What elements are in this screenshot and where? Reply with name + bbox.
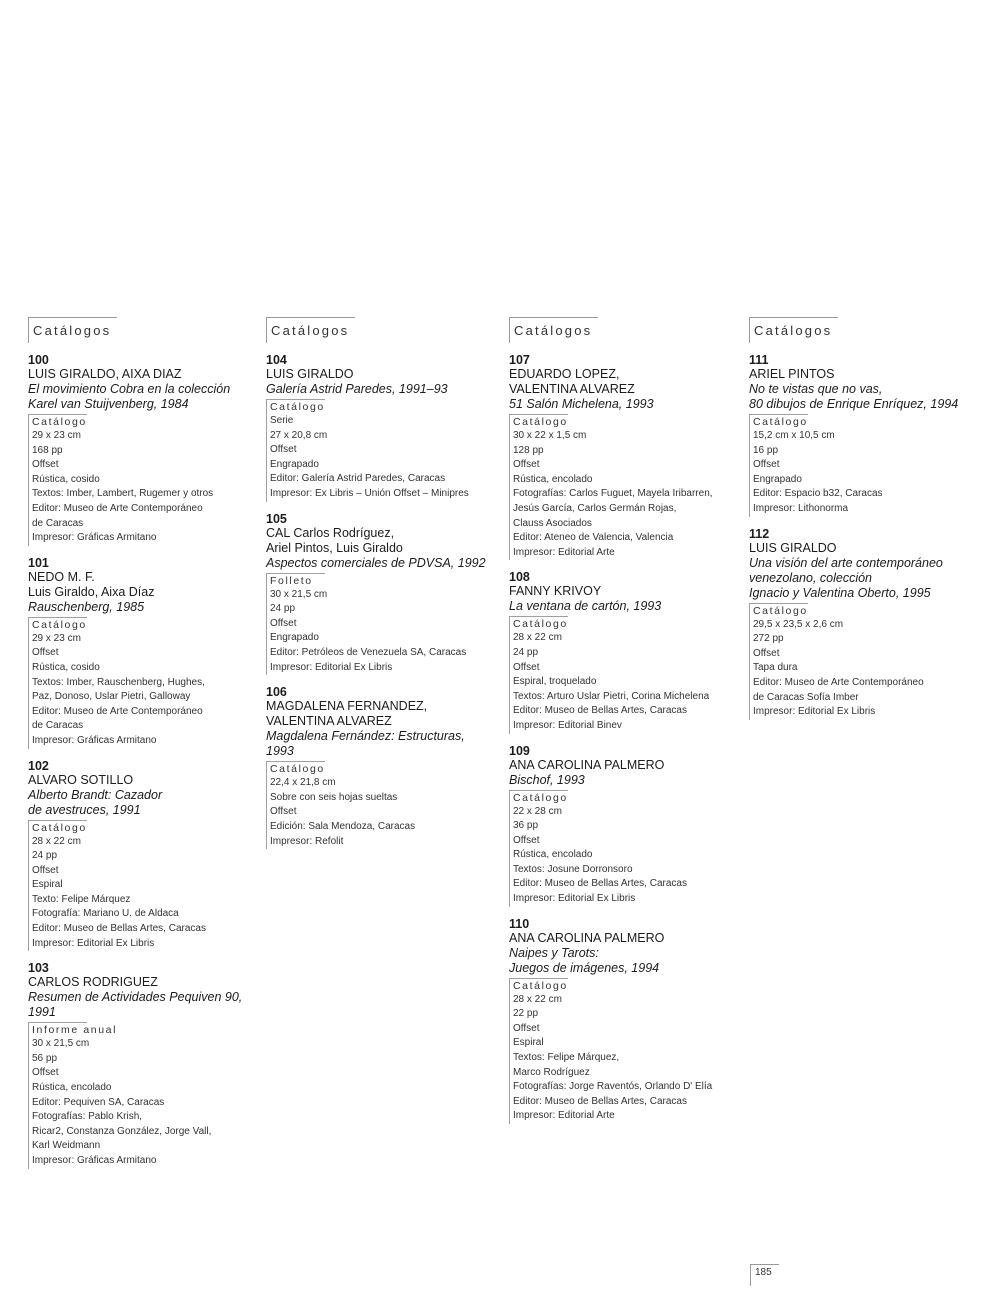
entry-details — [749, 603, 977, 720]
detail-line: Impresor: Gráficas Armitano — [32, 532, 157, 544]
entry-author: EDUARDO LOPEZ, — [509, 367, 620, 381]
detail-line: Fotografías: Jorge Raventós, Orlando D' Elía — [513, 1081, 713, 1093]
entry-details — [28, 820, 256, 952]
detail-line: Offset — [270, 617, 297, 629]
detail-line: Impresor: Editorial Ex Libris — [753, 706, 876, 718]
detail-line: 168 pp — [32, 444, 63, 456]
entry-title: 1991 — [28, 1005, 56, 1020]
detail-line: Karl Weidmann — [32, 1140, 101, 1152]
entry-title: de avestruces, 1991 — [28, 802, 141, 817]
detail-line: Rústica, encolado — [513, 849, 593, 861]
detail-line: de Caracas Sofía Imber — [753, 691, 859, 703]
detail-line: Editor: Museo de Bellas Artes, Caracas — [513, 705, 687, 717]
detail-line: Impresor: Editorial Arte — [513, 546, 615, 558]
entry-number: 102 — [28, 758, 49, 773]
detail-line: 28 x 22 cm — [513, 632, 562, 644]
detail-line: Fotografías: Carlos Fuguet, Mayela Iribarren, — [513, 488, 713, 500]
entry-author: Ariel Pintos, Luis Giraldo — [266, 540, 403, 555]
detail-line: Edición: Sala Mendoza, Caracas — [270, 820, 416, 832]
entry-title: Naipes y Tarots: — [509, 945, 599, 960]
entry-number: 101 — [28, 555, 49, 570]
detail-line: Impresor: Editorial Ex Libris — [32, 937, 155, 949]
detail-line: de Caracas — [32, 517, 84, 529]
detail-line: Offset — [32, 1067, 59, 1079]
detail-line: Rústica, cosido — [32, 661, 100, 673]
entry-author: FANNY KRIVOY — [509, 584, 602, 599]
entry-details — [266, 399, 494, 502]
detail-line: Editor: Museo de Bellas Artes, Caracas — [513, 1095, 687, 1107]
detail-line: Jesús García, Carlos Germán Rojas, — [513, 502, 677, 514]
detail-line: 28 x 22 cm — [513, 993, 562, 1005]
entry-type: Catálogo — [513, 979, 568, 992]
detail-line: Engrapado — [270, 632, 319, 644]
catalog-column — [509, 317, 737, 1124]
entry-title: Magdalena Fernández: Estructuras, — [266, 729, 465, 744]
entry-number: 106 — [266, 685, 287, 700]
detail-line: Impresor: Ex Libris – Unión Offset – Minipres — [270, 487, 469, 499]
detail-line: Offset — [32, 459, 59, 471]
detail-line: Impresor: Gráficas Armitano — [32, 734, 157, 746]
entry-details — [28, 1022, 256, 1168]
entry-type: Catálogo — [270, 401, 325, 413]
detail-line: Textos: Josune Dorronsoro — [513, 863, 633, 875]
catalog-entry — [28, 961, 256, 1168]
detail-line: Paz, Donoso, Uslar Pietri, Galloway — [32, 691, 191, 703]
detail-line: Offset — [753, 647, 780, 659]
detail-line: Textos: Arturo Uslar Pietri, Corina Michelena — [513, 690, 710, 702]
entry-author: ANA CAROLINA PALMERO — [509, 757, 665, 772]
detail-line: Editor: Museo de Arte Contemporáneo — [32, 705, 203, 717]
entry-number: 110 — [509, 916, 530, 931]
detail-line: Textos: Imber, Lambert, Rugemer y otros — [32, 488, 214, 500]
entry-details — [28, 617, 256, 749]
detail-line: Editor: Museo de Bellas Artes, Caracas — [513, 878, 687, 890]
detail-line: Impresor: Gráficas Armitano — [32, 1155, 157, 1166]
catalog-entry — [28, 353, 256, 546]
section-title: Catálogos — [28, 317, 256, 343]
entry-number: 112 — [749, 526, 770, 541]
detail-line: 24 pp — [513, 646, 539, 658]
detail-line: Marco Rodríguez — [513, 1066, 590, 1078]
detail-line: Editor: Museo de Arte Contemporáneo — [32, 502, 203, 514]
detail-line: 28 x 22 cm — [32, 835, 81, 847]
detail-line: 30 x 22 x 1,5 cm — [513, 430, 587, 441]
entry-title: La ventana de cartón, 1993 — [509, 599, 662, 614]
detail-line: Editor: Museo de Bellas Artes, Caracas — [32, 923, 206, 935]
detail-line: Ricar2, Constanza González, Jorge Vall, — [32, 1125, 212, 1137]
detail-line: Tapa dura — [753, 662, 798, 674]
detail-line: Espiral, troquelado — [513, 676, 597, 688]
entry-title: Juegos de imágenes, 1994 — [509, 960, 660, 975]
catalog-entry — [749, 353, 977, 517]
entry-details — [509, 790, 737, 907]
entry-title: Bischof, 1993 — [509, 772, 585, 787]
entry-title: Aspectos comerciales de PDVSA, 1992 — [266, 555, 486, 570]
detail-line: Impresor: Lithonorma — [753, 502, 849, 514]
detail-line: Fotografía: Mariano U. de Aldaca — [32, 908, 179, 920]
catalog-column — [28, 317, 256, 1169]
catalog-entry — [266, 512, 494, 676]
entry-author: LUIS GIRALDO — [749, 540, 837, 555]
detail-line: Offset — [32, 647, 59, 659]
detail-line: Impresor: Editorial Ex Libris — [513, 893, 636, 905]
detail-line: 16 pp — [753, 444, 779, 456]
entry-author: MAGDALENA FERNANDEZ, — [266, 699, 428, 714]
detail-line: 272 pp — [753, 633, 784, 645]
entry-title: Una visión del arte contemporáneo — [749, 555, 943, 570]
entry-author: VALENTINA ALVAREZ — [509, 382, 635, 396]
detail-line: Sobre con seis hojas sueltas — [270, 791, 398, 803]
detail-line: Impresor: Editorial Arte — [513, 1110, 615, 1122]
detail-line: 29 x 23 cm — [32, 430, 81, 441]
detail-line: Rústica, encolado — [513, 473, 593, 485]
detail-line: Offset — [513, 661, 540, 673]
entry-author: CAL Carlos Rodríguez, — [266, 525, 395, 540]
detail-line: 36 pp — [513, 820, 539, 832]
detail-line: Offset — [513, 1022, 540, 1034]
entry-number: 105 — [266, 511, 287, 526]
detail-line: 22 x 28 cm — [513, 805, 562, 817]
entry-type: Catálogo — [270, 763, 325, 776]
detail-line: Serie — [270, 415, 294, 426]
entry-title: El movimiento Cobra en la colección — [28, 382, 231, 396]
entry-details — [509, 978, 737, 1124]
detail-line: Offset — [513, 834, 540, 846]
entry-details — [509, 616, 737, 733]
entry-type: Catálogo — [753, 604, 808, 617]
page-number: 185 — [750, 1264, 772, 1286]
catalog-column — [266, 317, 494, 849]
entry-details — [266, 761, 494, 849]
detail-line: 27 x 20,8 cm — [270, 429, 328, 441]
detail-line: Offset — [32, 864, 59, 876]
entry-number: 108 — [509, 570, 530, 585]
detail-line: Textos: Imber, Rauschenberg, Hughes, — [32, 676, 205, 688]
detail-line: Offset — [753, 459, 780, 471]
catalog-entry — [509, 744, 737, 907]
catalog-entry — [28, 759, 256, 952]
entry-title: 80 dibujos de Enrique Enríquez, 1994 — [749, 397, 959, 411]
entry-details — [28, 414, 256, 546]
entry-title: No te vistas que no vas, — [749, 382, 883, 396]
detail-line: Offset — [270, 806, 297, 818]
entry-details — [509, 414, 737, 560]
detail-line: Textos: Felipe Márquez, — [513, 1052, 620, 1064]
detail-line: Impresor: Editorial Ex Libris — [270, 661, 393, 673]
detail-line: Engrapado — [753, 473, 802, 485]
detail-line: Editor: Ateneo de Valencia, Valencia — [513, 532, 674, 544]
entry-author: ANA CAROLINA PALMERO — [509, 930, 665, 945]
entry-number: 107 — [509, 353, 530, 367]
entry-title: Alberto Brandt: Cazador — [28, 787, 163, 802]
detail-line: 56 pp — [32, 1052, 58, 1064]
entry-number: 100 — [28, 353, 49, 367]
entry-type: Catálogo — [513, 791, 568, 804]
entry-title: Ignacio y Valentina Oberto, 1995 — [749, 585, 931, 600]
entry-number: 103 — [28, 961, 49, 976]
entry-type: Catálogo — [32, 821, 87, 834]
detail-line: Espiral — [513, 1037, 544, 1049]
entry-author: CARLOS RODRIGUEZ — [28, 975, 158, 990]
catalog-entry — [509, 570, 737, 733]
catalog-column — [749, 317, 977, 720]
detail-line: Offset — [270, 444, 297, 456]
entry-title: Resumen de Actividades Pequiven 90, — [28, 990, 243, 1005]
detail-line: Offset — [513, 459, 540, 471]
section-title: Catálogos — [509, 317, 737, 343]
detail-line: 24 pp — [270, 603, 296, 615]
entry-details — [749, 414, 977, 517]
catalog-entry — [749, 527, 977, 720]
entry-type: Catálogo — [513, 618, 568, 631]
detail-line: Rústica, cosido — [32, 473, 100, 485]
entry-author: NEDO M. F. — [28, 569, 95, 584]
detail-line: 22,4 x 21,8 cm — [270, 777, 336, 789]
entry-title: Rauschenberg, 1985 — [28, 599, 145, 614]
detail-line: Editor: Galería Astrid Paredes, Caracas — [270, 473, 446, 485]
entry-title: Galería Astrid Paredes, 1991–93 — [266, 382, 448, 396]
entry-title: Karel van Stuijvenberg, 1984 — [28, 397, 189, 411]
catalog-entry — [266, 353, 494, 502]
entry-number: 109 — [509, 743, 530, 758]
entry-author: LUIS GIRALDO — [266, 367, 354, 381]
detail-line: Texto: Felipe Márquez — [32, 893, 131, 905]
entry-title: 1993 — [266, 744, 294, 759]
entry-type: Catálogo — [753, 416, 808, 428]
detail-line: Impresor: Refolit — [270, 835, 344, 847]
entry-type: Catálogo — [32, 618, 87, 631]
detail-line: Editor: Petróleos de Venezuela SA, Caracas — [270, 646, 467, 658]
catalog-entry — [266, 685, 494, 849]
detail-line: Impresor: Editorial Binev — [513, 719, 622, 731]
entry-number: 111 — [749, 353, 769, 367]
detail-line: 22 pp — [513, 1008, 539, 1020]
detail-line: 24 pp — [32, 850, 58, 862]
detail-line: Editor: Pequiven SA, Caracas — [32, 1096, 165, 1108]
entry-author: ALVARO SOTILLO — [28, 772, 134, 787]
detail-line: de Caracas — [32, 720, 84, 732]
entry-author: LUIS GIRALDO, AIXA DIAZ — [28, 367, 182, 381]
section-title: Catálogos — [266, 317, 494, 343]
section-title: Catálogos — [749, 317, 977, 343]
entry-title: venezolano, colección — [749, 570, 872, 585]
entry-details — [266, 573, 494, 676]
entry-type: Folleto — [270, 574, 313, 587]
catalog-entry — [28, 556, 256, 749]
detail-line: 15,2 cm x 10,5 cm — [753, 430, 835, 441]
detail-line: Rústica, encolado — [32, 1082, 112, 1094]
entry-type: Informe anual — [32, 1024, 118, 1037]
entry-author: Luis Giraldo, Aixa Díaz — [28, 584, 155, 599]
entry-number: 104 — [266, 353, 287, 367]
catalog-entry — [509, 917, 737, 1124]
entry-type: Catálogo — [513, 416, 568, 428]
detail-line: Clauss Asociados — [513, 517, 592, 529]
entry-author: VALENTINA ALVAREZ — [266, 714, 392, 729]
detail-line: Fotografías: Pablo Krish, — [32, 1111, 143, 1123]
entry-title: 51 Salón Michelena, 1993 — [509, 397, 654, 411]
detail-line: 128 pp — [513, 444, 544, 456]
detail-line: Engrapado — [270, 458, 319, 470]
detail-line: 30 x 21,5 cm — [270, 588, 328, 600]
entry-author: ARIEL PINTOS — [749, 367, 835, 381]
detail-line: Espiral — [32, 879, 63, 891]
entry-type: Catálogo — [32, 416, 87, 428]
detail-line: 30 x 21,5 cm — [32, 1038, 90, 1050]
catalog-entry — [509, 353, 737, 560]
detail-line: Editor: Museo de Arte Contemporáneo — [753, 676, 924, 688]
detail-line: 29,5 x 23,5 x 2,6 cm — [753, 618, 844, 630]
detail-line: Editor: Espacio b32, Caracas — [753, 488, 883, 500]
detail-line: 29 x 23 cm — [32, 632, 81, 644]
